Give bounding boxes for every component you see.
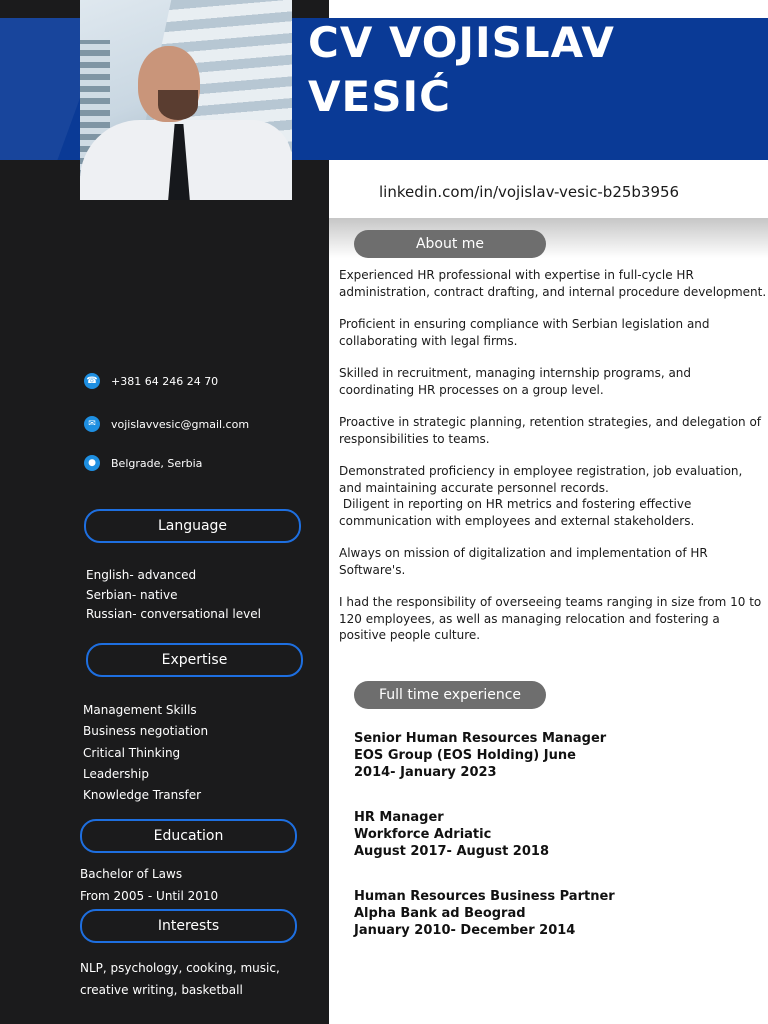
list-item: Russian- conversational level [86,607,261,621]
profile-photo [80,0,292,200]
list-item: Critical Thinking [83,745,181,760]
title-line-1: CV VOJISLAV [308,18,615,67]
page-title [308,16,748,124]
list-item: Bachelor of Laws [80,867,183,881]
list-item: Management Skills [83,703,197,717]
about-paragraph: Proficient in ensuring compliance with Serbian legislation and collaborating with legal firms. [339,317,714,348]
list-item: NLP, psychology, cooking, music, [80,961,280,975]
job-entry-1 [354,730,654,781]
experience-heading: Full time experience [354,681,546,709]
language-heading: Language [84,509,301,543]
about-paragraph: Experienced HR professional with expertise in full-cycle HR administration, contract drafting, and internal procedure development. [339,268,767,299]
list-item: English- advanced [86,568,197,582]
phone-text: +381 64 246 24 70 [111,374,219,388]
about-paragraph: Always on mission of digitalization and implementation of HR Software's. [339,546,712,577]
interests-list [80,958,280,1001]
location-text: Belgrade, Serbia [111,456,203,470]
list-item: Serbian- native [86,587,178,602]
education-heading: Education [80,819,297,853]
list-item: creative writing, basketball [80,982,243,997]
list-item: Business negotiation [83,724,209,739]
job-dates: January 2010- December 2014 [354,923,576,938]
about-heading: About me [354,230,546,258]
about-text [339,267,767,660]
job-title: HR Manager [354,810,444,825]
list-item: Knowledge Transfer [83,788,202,803]
contact-email [84,416,249,432]
about-paragraph: Demonstrated proficiency in employee registration, job evaluation, and maintaining accurate personnel records. Diligent in reporting on HR metrics and fostering effective communication with employees and external stakeholders. [339,464,743,528]
about-paragraph: I had the responsibility of overseeing teams ranging in size from 10 to 120 employees, as well as managing relocation and fostering a positive people culture. [339,595,766,642]
expertise-list [83,700,208,806]
title-line-2: VESIĆ [308,72,451,121]
mail-icon: ✉ [84,416,100,432]
language-list [86,566,261,625]
job-company: EOS Group (EOS Holding) June [354,748,576,763]
email-text[interactable]: vojislavvesic@gmail.com [111,417,250,431]
job-company: Workforce Adriatic [354,827,492,842]
job-dates: 2014- January 2023 [354,765,497,780]
about-paragraph: Skilled in recruitment, managing internship programs, and coordinating HR processes on a group level. [339,366,695,397]
phone-icon: ☎ [84,373,100,389]
list-item: From 2005 - Until 2010 [80,888,219,903]
job-title: Senior Human Resources Manager [354,731,607,746]
job-dates: August 2017- August 2018 [354,844,549,859]
job-title: Human Resources Business Partner [354,889,615,904]
job-company: Alpha Bank ad Beograd [354,906,526,921]
contact-phone [84,373,218,389]
interests-heading: Interests [80,909,297,943]
location-pin-icon: ● [84,455,100,471]
education-list [80,864,218,907]
contact-location [84,455,202,471]
job-entry-2 [354,809,654,860]
photo-beard [158,90,198,120]
about-paragraph: Proactive in strategic planning, retention strategies, and delegation of responsibilities to teams. [339,415,765,446]
linkedin-link[interactable]: linkedin.com/in/vojislav-vesic-b25b3956 [379,183,680,201]
expertise-heading: Expertise [86,643,303,677]
list-item: Leadership [83,766,149,781]
job-entry-3 [354,888,654,939]
